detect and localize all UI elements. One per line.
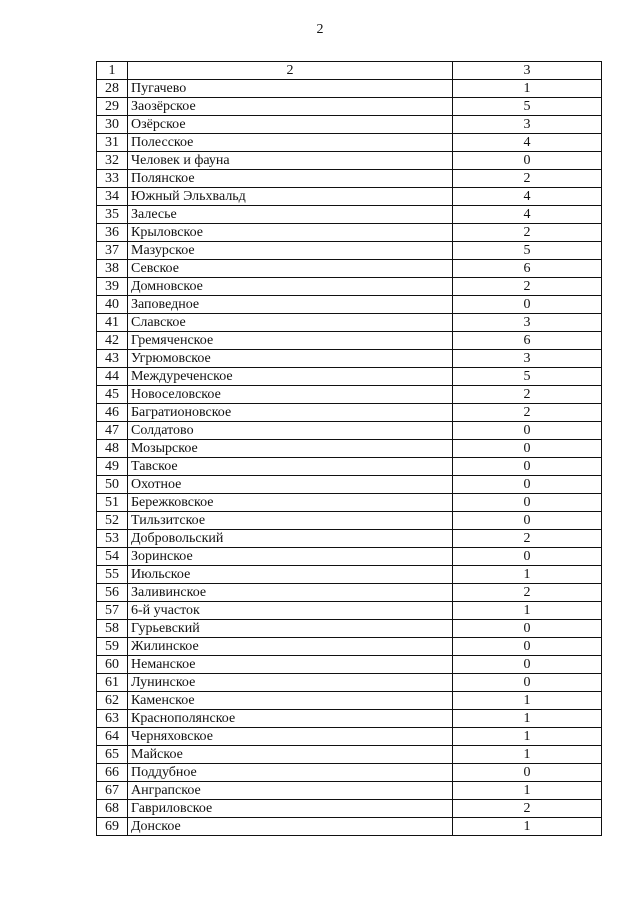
row-value-cell: 0	[453, 512, 602, 530]
row-number-cell: 40	[97, 296, 128, 314]
row-number-cell: 56	[97, 584, 128, 602]
table-row	[97, 764, 602, 782]
row-name-cell: Полянское	[128, 170, 453, 188]
row-number-cell: 58	[97, 620, 128, 638]
row-number-cell: 46	[97, 404, 128, 422]
row-value-cell: 1	[453, 710, 602, 728]
row-value-cell: 1	[453, 80, 602, 98]
row-number-cell: 59	[97, 638, 128, 656]
table-row	[97, 188, 602, 206]
row-value-cell: 2	[453, 800, 602, 818]
row-value-cell: 2	[453, 530, 602, 548]
row-value-cell: 2	[453, 170, 602, 188]
row-name-cell: Новоселовское	[128, 386, 453, 404]
table-row	[97, 728, 602, 746]
row-value-cell: 0	[453, 296, 602, 314]
row-name-cell: Краснополянское	[128, 710, 453, 728]
row-value-cell: 1	[453, 746, 602, 764]
row-number-cell: 52	[97, 512, 128, 530]
row-name-cell: Залесье	[128, 206, 453, 224]
row-value-cell: 4	[453, 188, 602, 206]
table-row	[97, 548, 602, 566]
row-number-cell: 39	[97, 278, 128, 296]
row-value-cell: 2	[453, 404, 602, 422]
row-value-cell: 3	[453, 116, 602, 134]
table-row	[97, 566, 602, 584]
table-row	[97, 584, 602, 602]
row-number-cell: 33	[97, 170, 128, 188]
row-value-cell: 0	[453, 674, 602, 692]
row-number-cell: 54	[97, 548, 128, 566]
table-row	[97, 278, 602, 296]
table-row	[97, 530, 602, 548]
row-name-cell: Тавское	[128, 458, 453, 476]
row-value-cell: 1	[453, 782, 602, 800]
row-number-cell: 42	[97, 332, 128, 350]
row-name-cell: Бережковское	[128, 494, 453, 512]
table-row	[97, 692, 602, 710]
row-value-cell: 0	[453, 476, 602, 494]
row-number-cell: 48	[97, 440, 128, 458]
table-row	[97, 710, 602, 728]
table-row	[97, 782, 602, 800]
row-value-cell: 0	[453, 620, 602, 638]
row-number-cell: 55	[97, 566, 128, 584]
row-value-cell: 4	[453, 206, 602, 224]
row-name-cell: Добровольский	[128, 530, 453, 548]
row-name-cell: 6-й участок	[128, 602, 453, 620]
table-row	[97, 386, 602, 404]
row-name-cell: Охотное	[128, 476, 453, 494]
table-header-row	[97, 62, 602, 80]
row-value-cell: 0	[453, 494, 602, 512]
row-name-cell: Лунинское	[128, 674, 453, 692]
row-number-cell: 57	[97, 602, 128, 620]
row-value-cell: 3	[453, 350, 602, 368]
table-row	[97, 746, 602, 764]
table-row	[97, 638, 602, 656]
table-row	[97, 224, 602, 242]
row-number-cell: 30	[97, 116, 128, 134]
table-row	[97, 98, 602, 116]
table-body	[97, 62, 602, 836]
row-number-cell: 67	[97, 782, 128, 800]
table-row	[97, 512, 602, 530]
table-row	[97, 674, 602, 692]
row-value-cell: 4	[453, 134, 602, 152]
row-number-cell: 29	[97, 98, 128, 116]
table-row	[97, 170, 602, 188]
table-row	[97, 800, 602, 818]
table-row	[97, 476, 602, 494]
table-row	[97, 422, 602, 440]
row-name-cell: Полесское	[128, 134, 453, 152]
table-row	[97, 404, 602, 422]
header-cell-value: 3	[453, 62, 602, 80]
table-row	[97, 296, 602, 314]
row-name-cell: Черняховское	[128, 728, 453, 746]
row-name-cell: Тильзитское	[128, 512, 453, 530]
row-value-cell: 1	[453, 692, 602, 710]
table-row	[97, 620, 602, 638]
row-number-cell: 69	[97, 818, 128, 836]
row-number-cell: 50	[97, 476, 128, 494]
row-value-cell: 5	[453, 98, 602, 116]
row-value-cell: 0	[453, 656, 602, 674]
data-table	[96, 61, 602, 836]
table-row	[97, 116, 602, 134]
row-value-cell: 0	[453, 152, 602, 170]
row-name-cell: Озёрское	[128, 116, 453, 134]
table-row	[97, 80, 602, 98]
row-name-cell: Жилинское	[128, 638, 453, 656]
row-name-cell: Неманское	[128, 656, 453, 674]
table-row	[97, 332, 602, 350]
row-value-cell: 2	[453, 278, 602, 296]
table-row	[97, 152, 602, 170]
row-number-cell: 51	[97, 494, 128, 512]
row-value-cell: 5	[453, 242, 602, 260]
row-value-cell: 0	[453, 764, 602, 782]
table-row	[97, 206, 602, 224]
table-row	[97, 260, 602, 278]
row-name-cell: Поддубное	[128, 764, 453, 782]
row-value-cell: 2	[453, 224, 602, 242]
row-value-cell: 1	[453, 602, 602, 620]
row-value-cell: 6	[453, 260, 602, 278]
row-name-cell: Каменское	[128, 692, 453, 710]
table-row	[97, 314, 602, 332]
table-row	[97, 242, 602, 260]
row-value-cell: 6	[453, 332, 602, 350]
row-name-cell: Багратионовское	[128, 404, 453, 422]
row-number-cell: 28	[97, 80, 128, 98]
row-number-cell: 66	[97, 764, 128, 782]
row-number-cell: 62	[97, 692, 128, 710]
row-number-cell: 32	[97, 152, 128, 170]
row-number-cell: 60	[97, 656, 128, 674]
header-cell-name: 2	[128, 62, 453, 80]
row-value-cell: 5	[453, 368, 602, 386]
row-value-cell: 3	[453, 314, 602, 332]
row-name-cell: Зоринское	[128, 548, 453, 566]
row-value-cell: 0	[453, 548, 602, 566]
row-number-cell: 45	[97, 386, 128, 404]
table-row	[97, 602, 602, 620]
row-number-cell: 63	[97, 710, 128, 728]
row-number-cell: 53	[97, 530, 128, 548]
table-row	[97, 458, 602, 476]
row-name-cell: Пугачево	[128, 80, 453, 98]
row-name-cell: Мазурское	[128, 242, 453, 260]
row-name-cell: Мозырское	[128, 440, 453, 458]
row-number-cell: 44	[97, 368, 128, 386]
row-name-cell: Гавриловское	[128, 800, 453, 818]
row-value-cell: 0	[453, 422, 602, 440]
row-number-cell: 36	[97, 224, 128, 242]
row-name-cell: Угрюмовское	[128, 350, 453, 368]
row-value-cell: 1	[453, 728, 602, 746]
table-row	[97, 440, 602, 458]
table-row	[97, 656, 602, 674]
row-name-cell: Севское	[128, 260, 453, 278]
page-number: 2	[316, 22, 324, 37]
row-number-cell: 34	[97, 188, 128, 206]
row-name-cell: Крыловское	[128, 224, 453, 242]
row-value-cell: 0	[453, 440, 602, 458]
row-name-cell: Гурьевский	[128, 620, 453, 638]
row-number-cell: 38	[97, 260, 128, 278]
row-name-cell: Заозёрское	[128, 98, 453, 116]
row-value-cell: 2	[453, 584, 602, 602]
row-name-cell: Майское	[128, 746, 453, 764]
row-number-cell: 64	[97, 728, 128, 746]
row-name-cell: Ангрaпское	[128, 782, 453, 800]
row-number-cell: 43	[97, 350, 128, 368]
row-number-cell: 49	[97, 458, 128, 476]
table-row	[97, 350, 602, 368]
row-name-cell: Славское	[128, 314, 453, 332]
row-number-cell: 61	[97, 674, 128, 692]
row-name-cell: Южный Эльхвальд	[128, 188, 453, 206]
table-row	[97, 134, 602, 152]
row-value-cell: 2	[453, 386, 602, 404]
row-name-cell: Заповедное	[128, 296, 453, 314]
row-number-cell: 41	[97, 314, 128, 332]
row-number-cell: 68	[97, 800, 128, 818]
table-row	[97, 494, 602, 512]
row-name-cell: Солдатово	[128, 422, 453, 440]
row-name-cell: Человек и фауна	[128, 152, 453, 170]
row-number-cell: 31	[97, 134, 128, 152]
header-cell-number: 1	[97, 62, 128, 80]
row-name-cell: Июльское	[128, 566, 453, 584]
row-value-cell: 0	[453, 638, 602, 656]
row-number-cell: 37	[97, 242, 128, 260]
row-number-cell: 35	[97, 206, 128, 224]
row-number-cell: 47	[97, 422, 128, 440]
table-row	[97, 818, 602, 836]
row-value-cell: 1	[453, 818, 602, 836]
row-name-cell: Домновское	[128, 278, 453, 296]
row-name-cell: Междуреченское	[128, 368, 453, 386]
table-row	[97, 368, 602, 386]
row-number-cell: 65	[97, 746, 128, 764]
row-name-cell: Заливинское	[128, 584, 453, 602]
row-name-cell: Донское	[128, 818, 453, 836]
row-value-cell: 1	[453, 566, 602, 584]
row-value-cell: 0	[453, 458, 602, 476]
row-name-cell: Гремяченское	[128, 332, 453, 350]
